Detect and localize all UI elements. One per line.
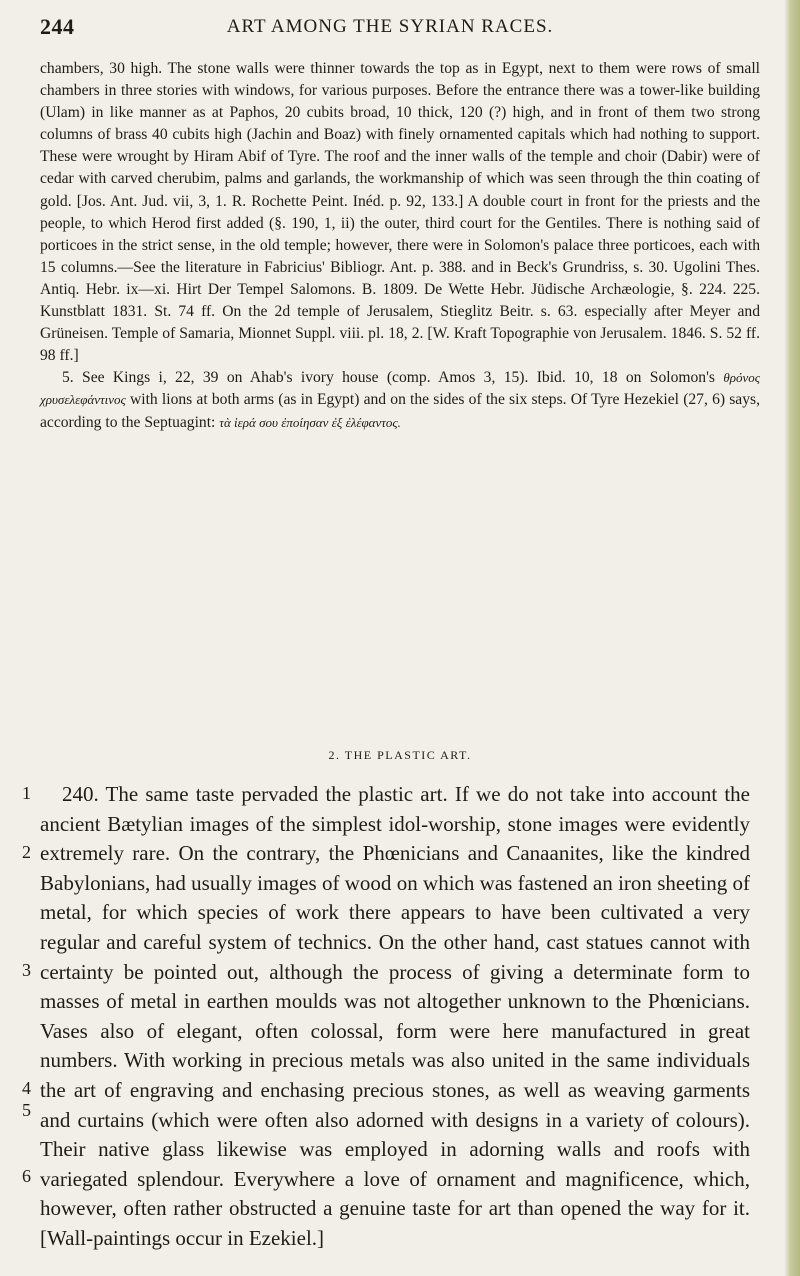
note-paragraph: chambers, 30 high. The stone walls were thinner towards the top as in Egypt, next to them were rows of small chambers in three stories with windows, for various purposes. Before the entrance there was a tower-like building (Ulam) in like manner as at Paphos, 20 cubits broad, 10 thick, 120 (?) high, and in front of them two strong columns of brass 40 cubits high (Jachin and Boaz) with finely ornamented capitals which had nothing to support. These were wrought by Hiram Abif of Tyre. The roof and the inner walls of the temple and choir (Dabir) were of cedar with carved cherubim, palms and garlands, the workmanship of which was seen through the thin coating of gold. [Jos. Ant. Jud. vii, 3, 1. R. Rochette Peint. Inéd. p. 92, 133.] A double court in front for the priests and the people, to which Herod first added (§. 190, 1, ii) the outer, third court for the Gentiles. There is nothing said of porticoes in the strict sense, in the old temple; however, there were in Solomon's palace three porticoes, each with 15 columns.—See the literature in Fabricius' Bibliogr. Ant. p. 388. and in Beck's Grundriss, s. 30. Ugolini Thes. Antiq. Hebr. ix—xi. Hirt Der Tempel Salomons. B. 1809. De Wette Hebr. Jüdische Archæologie, §. 224. 225. Kunstblatt 1831. St. 74 ff. On the 2d temple of Jerusalem, Stieglitz Beitr. s. 63. especially after Meyer and Grüneisen. Temple of Samaria, Mionnet Suppl. viii. pl. 18, 2. [W. Kraft Topographie von Jerusalem. 1846. S. 52 ff. 98 ff.] bbox=[40, 60, 760, 365]
margin-number: 3 bbox=[22, 960, 31, 980]
main-text bbox=[40, 780, 750, 1254]
page-number: 244 bbox=[40, 14, 75, 39]
body-paragraph: 240. The same taste pervaded the plastic art. If we do not take into account the ancient Bætylian images of the simplest idol-worship, stone images were evidently extremely rare. On the contrary, the Phœnicians and Canaanites, like the kindred Babylonians, had usually images of wood on which was fastened an iron sheeting of metal, for which species of work there appears to have been cultivated a very regular and careful system of technics. On the other hand, cast statues cannot with certainty be pointed out, although the process of giving a determinate form to masses of metal in earthen moulds was not altogether unknown to the Phœnicians. Vases also of elegant, often colossal, form were here manufactured in great numbers. With working in precious metals was also united in the same individuals the art of engraving and enchasing precious stones, as well as weaving garments and curtains (which were often also adorned with designs in a variety of colours). Their native glass likewise was employed in adorning walls and roofs with variegated splendour. Everywhere a love of ornament and magnificence, which, however, often rather obstructed a genuine taste for art than opened the way for it. [Wall-paintings occur in Ezekiel.] bbox=[40, 782, 750, 1250]
margin-number: 1 bbox=[22, 783, 31, 803]
margin-number: 4 bbox=[22, 1078, 31, 1098]
note-text: with lions at both arms (as in Egypt) and on the sides of the six steps. Of Tyre Hezekiel (27, 6) says, according to the Septuagint: bbox=[40, 391, 760, 431]
margin-number: 6 bbox=[22, 1166, 31, 1186]
greek-quote: τὰ ἱερά σου ἐποίησαν ἐξ ἐλέφαντος. bbox=[219, 414, 401, 430]
section-heading: 2. THE PLASTIC ART. bbox=[328, 748, 472, 762]
running-head bbox=[40, 14, 740, 44]
page-edge bbox=[784, 0, 800, 1276]
note-paragraph-5 bbox=[40, 367, 760, 433]
greek-phrase: θρόνος χρυσελεφάντινος bbox=[40, 370, 760, 408]
margin-number: 5 bbox=[22, 1100, 31, 1120]
footnotes bbox=[40, 58, 760, 434]
note-text: 5. See Kings i, 22, 39 on Ahab's ivory house (comp. Amos 3, 15). Ibid. 10, 18 on Solomon's bbox=[62, 369, 724, 387]
margin-number: 2 bbox=[22, 842, 31, 862]
running-title: ART AMONG THE SYRIAN RACES. bbox=[226, 16, 554, 37]
